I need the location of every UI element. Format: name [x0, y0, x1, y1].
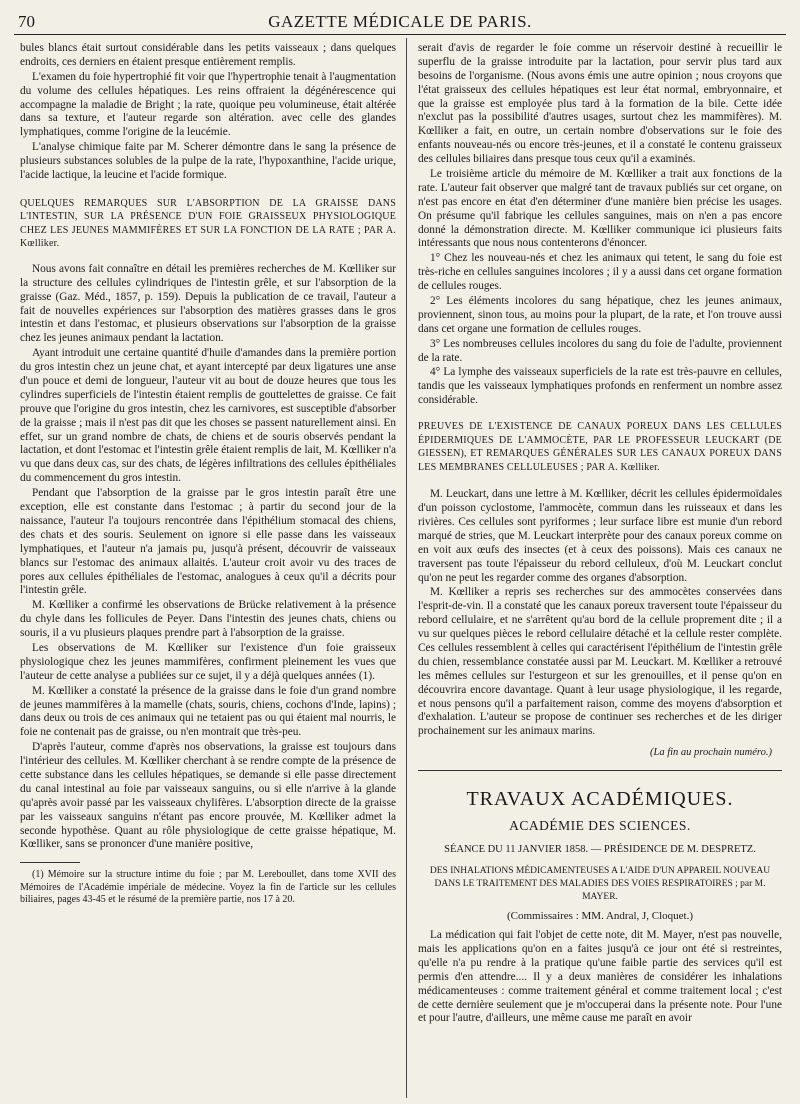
paragraph: M. Kœlliker a repris ses recherches sur des ammocètes conservées dans l'esprit-de-vin. Il a constaté que les canaux poreux traversent toute l'épaisseur du rebord cellulaire, et ne s'arrêtent qu'au bord de la cellule proprement dite ; il a vu sur quelques pièces le rebord cellulaire détaché et la cellule rester complète. Ces cellules ressemblent à celles qui caractérisent l'épithélium de l'intestin grêle du chien, ressemblance constatée aussi par M. Leuckart. M. Kœlliker a retrouvé les mêmes cellules sur l'esturgeon et sur les grenouilles, et il pense qu'on en découvrira encore davantage. Quant à leur usage physiologique, il les regarde, et nous pensons qu'il a parfaitement raison, comme des moyens d'absorption et d'exhalation. L'auteur se propose de continuer ses recherches et de les diriger prochainement sur les animaux marins. — [418, 586, 782, 738]
list-item: 1° Chez les nouveau-nés et chez les animaux qui tetent, le sang du foie est très-riche en cellules sanguines incolores ; il y a aussi dans cet organe formation de cellules rouges. — [418, 252, 782, 293]
section-title: PREUVES DE L'EXISTENCE DE CANAUX POREUX DANS LES CELLULES ÉPIDERMIQUES DE L'AMMOCÈTE, PAR LE PROFESSEUR LEUCKART (DE GIESSEN), ET REMARQUES GÉNÉRALES SUR LES CANAUX POREUX DANS LES MEMBRANES CELLULEUSES ; PAR — [418, 421, 782, 473]
paragraph: Nous avons fait connaître en détail les premières recherches de M. Kœlliker sur la structure des cellules cylindriques de l'intestin grêle, et sur l'absorption de la graisse (Gaz. Méd., 1857, p. 159). Depuis la publication de ce travail, l'auteur a fait de nouvelles expériences sur l'absorption des matières grasses dans le gros intestin et dans l'estomac, et plusieurs observations sur l'absorption de la graisse chez les jeunes animaux pendant la lactation. — [20, 262, 396, 345]
paragraph: Pendant que l'absorption de la graisse par le gros intestin paraît être une exception, elle est constante dans l'estomac ; à partir du second jour de la naissance, l'auteur l'a toujours rencontrée dans l'épithélium stomacal des chiens, des chats et des souris. Seulement on ignore si elle passe dans les vaisseaux lymphatiques, et l'auteur n'a jamais pu, jusqu'à présent, découvrir de vaisseaux blancs sur l'estomac des animaux allaités. L'auteur croit avoir vu des traces de pores aux cellules épithéliales de l'estomac, analogues à ceux qu'il a décrits pour l'intestin grêle. — [20, 487, 396, 597]
page-number: 70 — [18, 12, 35, 31]
paragraph: Le troisième article du mémoire de M. Kœlliker a trait aux fonctions de la rate. L'auteur fait observer que malgré tant de travaux publiés sur cet organe, on n'est pas encore en état d'en déterminer d'une manière bien précise les usages. On présume qu'il fabrique les cellules sanguines, mais on n'en a pas encore donné la démonstration directe. M. Kœlliker communique ici plusieurs faits intéressants que nous nous contenterons d'énoncer. — [418, 168, 782, 250]
journal-title: GAZETTE MÉDICALE DE PARIS. — [268, 12, 532, 31]
paragraph: La médication qui fait l'objet de cette note, dit M. Mayer, n'est pas nouvelle, mais les applications qu'on en a faites jusqu'à ce jour ont été si restreintes, qu'elle n'a pu rendre à la pratique qu'une faible partie des services qu'il est permis d'en attendre.... Il y a deux manières de considérer les inhalations médicamenteuses : comme traitement général et comme traitement local ; c'est de cette dernière seulement que je m'occuperai dans la présente note. Pour l'une et pour l'autre, d'ailleurs, une même cause me paraît en avoir — [418, 929, 782, 1025]
list-item: 4° La lymphe des vaisseaux superficiels de la rate est très-pauvre en cellules, tandis que les vaisseaux lymphatiques profonds en renferment un nombre assez considérable. — [418, 366, 782, 407]
right-column — [418, 42, 782, 1100]
memoir-title: DES INHALATIONS MÉDICAMENTEUSES A L'AIDE D'UN APPAREIL NOUVEAU DANS LE TRAITEMENT DES MALADIES DES VOIES RESPIRATOIRES ; par M. MAYER. — [429, 866, 771, 902]
paragraph: L'examen du foie hypertrophié fit voir que l'hypertrophie tenait à l'augmentation du volume des cellules hépatiques. Les reins offraient la dégénérescence qui accompagne la maladie de Bright ; la rate, quoique peu volumineuse, était altérée dans sa texture, et l'auteur regarde son altération. avec celle des glandes lymphatiques, comme l'origine de la leucémie. — [20, 70, 396, 139]
session-line: SÉANCE DU 11 JANVIER 1858. — PRÉSIDENCE DE M. DESPRETZ. — [444, 844, 756, 856]
page-header — [14, 12, 786, 35]
footnote: (1) Mémoire sur la structure intime du foie ; par M. Lereboullet, dans tome XVII des Mémoires de l'Académie impériale de médecine. Voyez la fin de l'article sur les cellules biliaires, pages 43-45 et le résumé de la première partie, nos 17 à 20. — [20, 869, 396, 906]
column-divider — [406, 38, 407, 1098]
paragraph: M. Kœlliker a confirmé les observations de Brücke relativement à la présence du chyle dans les follicules de Peyer. Dans l'intestin des jeunes chats, chiens ou souris, il a vu plusieurs plaques prendre part à l'absorption de la graisse. — [20, 599, 396, 640]
section-divider — [418, 770, 782, 771]
list-item: 3° Les nombreuses cellules incolores du sang du foie de l'adulte, proviennent de la rate. — [418, 337, 782, 364]
section-heading — [418, 420, 782, 474]
paragraph: D'après l'auteur, comme d'après nos observations, la graisse est toujours dans l'intérieur des cellules. M. Kœlliker cherchant à se rendre compte de la présence de cette substance dans les cellules hépatiques, se demande si elle passe directement du canal intestinal au foie par vaisseaux sanguins, ou si elle n'arrive à la glande qu'après avoir passé par les vaisseaux chylifères. L'absorption directe de la graisse par les vaisseaux sanguins n'étant pas encore prouvée, M. Kœlliker admet la seconde hypothèse. Quant au rôle physiologique de cette graisse hépatique, M. Kœlliker, sans se prononcer d'une manière positive, — [20, 741, 396, 851]
list-item: 2° Les éléments incolores du sang hépatique, chez les jeunes animaux, proviennent, sinon tous, au moins pour la plupart, de la rate, et l'on trouve aussi dans cet organe une formation de cellules rouges. — [418, 295, 782, 335]
subsection-title: ACADÉMIE DES SCIENCES. — [509, 817, 691, 833]
footnote-divider — [20, 862, 80, 863]
paragraph: L'analyse chimique faite par M. Scherer démontre dans le sang la présence de plusieurs substances solubles de la pulpe de la rate, l'hypoxanthine, l'acide urique, l'acide lactique, la leucine et l'acide formique. — [20, 141, 396, 182]
section-heading — [20, 197, 396, 251]
paragraph: Les observations de M. Kœlliker sur l'existence d'un foie graisseux physiologique chez les jeunes mammifères, confirment pleinement les vues que l'auteur de cette analyse a publiées sur ce sujet, il y a déjà quelques années (1). — [20, 641, 396, 682]
paragraph: M. Kœlliker a constaté la présence de la graisse dans le foie d'un grand nombre de jeunes mammifères à la mamelle (chats, souris, chiens, cochons d'Inde, lapins) ; dans deux ou trois de ces animaux qui ne tetaient pas ou qui étaient mal nourris, le foie ne contenait pas de graisse, ou n'en montrait que très-peu. — [20, 684, 396, 739]
continued-note: (La fin au prochain numéro.) — [649, 747, 772, 759]
section-title: QUELQUES REMARQUES SUR L'ABSORPTION DE LA GRAISSE DANS L'INTESTIN, SUR LA PRÉSENCE D'UN FOIE GRAISSEUX PHYSIOLOGIQUE CHEZ LES JEUNES MAMMIFÈRES ET SUR LA FONCTION DE LA RATE ; PAR — [20, 197, 396, 236]
paragraph: serait d'avis de regarder le foie comme un réservoir destiné à recueillir le superflu de la graisse introduite par la lactation, pour servir plus tard aux besoins de l'organisme. (Nous avons émis une autre opinion ; nous croyons que l'état graisseux des cellules hépatiques est leur état normal, embryonnaire, et que la graisse est employée plus tard à la formation de la bile. Cette idée n'exclut pas la possibilité d'autres usages, surtout chez les mammifères). M. Kœlliker a fait, en outre, un certain nombre d'observations sur le foie des enfants nouveau-nés ou encore très-jeunes, et il a constaté le contenu graisseux des cellules biliaires dans presque tous ceux qu'il a examinés. — [418, 42, 782, 166]
paragraph: M. Leuckart, dans une lettre à M. Kœlliker, décrit les cellules épidermoïdales d'un poisson cyclostome, l'ammocète, commun dans les ruisseaux et dans les rivières. Ces cellules sont pyriformes ; leur surface libre est munie d'un rebord marqué de stries, que M. Leuckart interprète pour des canaux poreux comme on en voit aux œufs des insectes (et à ceux des poissons). Mais ces canaux ne traversent pas toute l'épaisseur du rebord celluleux, d'où M. Leuckart conclut qu'on ne peut les regarder comme des organes d'absorption. — [418, 488, 782, 584]
section-author: A. Kœlliker. — [20, 224, 396, 250]
section-author: A. Kœlliker. — [607, 461, 660, 473]
paragraph: bules blancs était surtout considérable dans les petits vaisseaux ; dans quelques endroits, ces derniers en étaient presque entièrement remplis. — [20, 42, 396, 68]
paragraph: Ayant introduit une certaine quantité d'huile d'amandes dans la première portion du gros intestin chez un jeune chat, et ayant intercepté par deux ligatures une anse d'un pouce et demi de longueur, l'auteur vit au bout de douze heures que tous les cylindres superficiels de l'intestin étaient remplis de gouttelettes de graisse. Ce fait prouve que l'origine du gros intestin, chez les carnivores, est susceptible d'absorber de la graisse ; mais il n'est pas dit que les choses se passent naturellement ainsi. En effet, sur un grand nombre de chats, de chiens et de souris observés pendant la lactation, et dont l'estomac et l'intestin grêle étaient remplis de lait, M. Kœlliker n'a vu que dans deux cas, sur des chats, de légères infiltrations des cellules épithéliales du commencement du gros intestin. — [20, 347, 396, 485]
commissioners-line: (Commissaires : MM. Andral, J, Cloquet.) — [506, 909, 694, 922]
section-banner: TRAVAUX ACADÉMIQUES. — [466, 788, 734, 811]
left-column — [20, 42, 396, 1100]
